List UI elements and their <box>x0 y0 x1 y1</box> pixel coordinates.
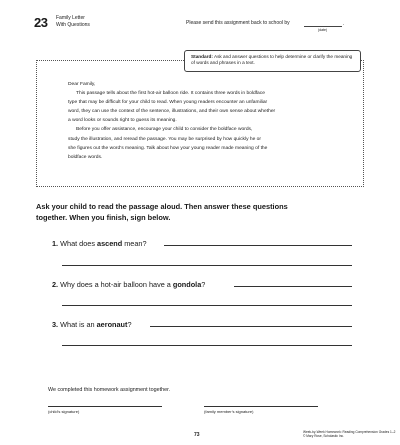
letter-line: study the illustration, and reread the passage. You may be surprised by how quickly he or <box>68 136 262 142</box>
letter-line: word, they can use the context of the sentence, illustrations, and their own sense about whether <box>68 109 276 115</box>
instructions <box>36 201 366 223</box>
lesson-title-line2: With Questions <box>56 21 90 28</box>
question-keyword: aeronaut <box>96 320 128 329</box>
letter-line: Before you offer assistance, encourage your child to consider the boldface words, <box>76 127 253 133</box>
date-blank <box>304 26 342 27</box>
question-text: ? <box>127 320 132 329</box>
family-signature-line[interactable] <box>204 406 318 407</box>
letter-line: a word looks or sounds right to guess its meaning. <box>68 118 177 124</box>
lesson-number: 23 <box>34 15 48 30</box>
send-back-text: Please send this assignment back to school by <box>186 20 290 26</box>
answer-line[interactable] <box>62 265 352 266</box>
lesson-title <box>56 15 90 28</box>
question-2 <box>52 280 205 289</box>
child-signature-label: (child’s signature) <box>48 409 80 414</box>
completed-statement: We completed this homework assignment together. <box>48 387 171 393</box>
question-keyword: ascend <box>97 239 123 248</box>
family-letter <box>68 80 358 162</box>
standard-text: Ask and answer questions to help determine or clarify the meaning of words and phrases in a text. <box>191 54 353 65</box>
standard-label: Standard: <box>191 54 213 59</box>
answer-line[interactable] <box>164 245 352 246</box>
family-signature-label: (family member’s signature) <box>204 409 254 414</box>
question-number: 2. <box>52 280 59 289</box>
question-number: 3. <box>52 320 59 329</box>
letter-line: she figures out the word’s meaning. Talk about how your young reader made meaning of the <box>68 145 268 151</box>
question-text: ? <box>201 280 206 289</box>
standard-box <box>184 50 361 72</box>
copyright-credit <box>303 430 395 438</box>
question-text: mean? <box>122 239 147 248</box>
answer-line[interactable] <box>62 345 352 346</box>
lesson-title-line1: Family Letter <box>56 15 85 21</box>
question-text: What does <box>60 239 98 248</box>
question-number: 1. <box>52 239 59 248</box>
answer-line[interactable] <box>62 305 352 306</box>
letter-line: type that may be difficult for your child to read. When young readers encounter an unfamiliar <box>68 100 268 106</box>
letter-greeting: Dear Family, <box>68 82 96 87</box>
question-keyword: gondola <box>172 280 202 289</box>
credit-line: © Mary Rose, Scholastic Inc. <box>303 434 344 438</box>
page-number: 73 <box>194 432 200 438</box>
letter-line: boldface words. <box>68 154 103 160</box>
letter-line: This passage tells about the first hot-air balloon ride. It contains three words in boldface <box>76 91 265 97</box>
answer-line[interactable] <box>234 286 352 287</box>
instructions-line2: together. When you finish, sign below. <box>36 213 171 222</box>
question-text: What is an <box>60 320 97 329</box>
credit-line: Week-by-Week Homework: Reading Comprehension Grades 1–2 <box>303 430 396 434</box>
date-caption: (date) <box>318 28 328 32</box>
child-signature-line[interactable] <box>48 406 162 407</box>
instructions-line1: Ask your child to read the passage aloud. Then answer these questions <box>36 202 288 211</box>
question-3 <box>52 320 132 329</box>
question-1 <box>52 239 147 248</box>
date-period: . <box>343 21 345 27</box>
question-text: Why does a hot-air balloon have a <box>60 280 173 289</box>
answer-line[interactable] <box>150 326 352 327</box>
